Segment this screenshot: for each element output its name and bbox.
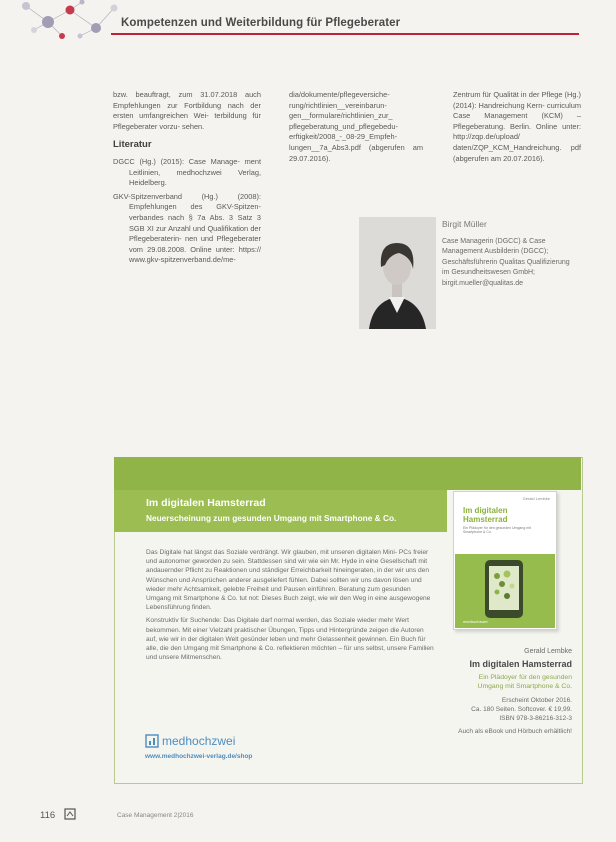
text-line: dia/dokumente/pflegeversiche- <box>289 90 390 99</box>
text-line: Umgang mit Smartphone & Co. <box>477 683 572 690</box>
reference-entry <box>113 192 261 266</box>
text-line: sehen. <box>182 121 205 131</box>
text-line: Qualifikation der Pflegeberaterin- <box>129 223 261 244</box>
text-line: verbandes nach § 7a Abs. 3 <box>129 212 234 222</box>
text-line: www.gkv-spitzenverband.de/me- <box>129 255 236 265</box>
text-line: auch Empfehlungen zur Fortbildung <box>113 90 261 110</box>
advert-body <box>146 548 436 666</box>
availability-note: Auch als eBook und Hörbuch erhältlich! <box>458 728 572 735</box>
text-line: nach der ersten umfangreichen Wei- <box>113 100 261 121</box>
paragraph <box>113 90 261 132</box>
text-line: Dieses Buch zeigt, wie wir den Weg in eine ausgewogene Lebensführung finden. <box>146 595 431 612</box>
text-line: (Hg.) (2014): Handreichung Kern- <box>453 90 581 110</box>
text-line: DGCC (Hg.) (2015): Case Manage- <box>113 156 240 166</box>
text-line: Dabei sollten wir uns davon lösen und wieder mehr Achtsamkeit, gelebte Freiheit und <box>146 576 422 593</box>
text-line: am 29.07.2016). <box>289 142 423 163</box>
publisher-logo-icon <box>145 734 159 748</box>
publisher-name: medhochzwei <box>162 734 236 748</box>
text-column-1 <box>113 90 261 269</box>
portrait-graphic <box>359 217 436 329</box>
literature-heading: Literatur <box>113 139 152 151</box>
book-cover-title <box>463 506 507 524</box>
text-line: Satz 3 SGB XI zur Anzahl und <box>129 212 261 233</box>
text-line: eine Gesellschaft mit andauernder Pflicht zu Reaktionen und ständiger Erreichbarkeit <box>146 558 428 575</box>
book-cover-subtitle: Ein Plädoyer für den gesunden Umgang mit Smartphone & Co. <box>463 526 531 535</box>
book-author: Gerald Lembke <box>524 648 572 655</box>
page-header-title: Kompetenzen und Weiterbildung für Pflegeberater <box>121 17 401 29</box>
text-line: Konstruktiv für Suchende: Das Digitale darf normal werden, das Soziale wieder mehr Wert <box>146 617 410 625</box>
author-bio-line: im Gesundheitswesen GmbH; <box>442 269 535 276</box>
text-line: (KCM) – Pflegeberatung. Berlin. <box>453 111 581 131</box>
author-info <box>442 219 582 289</box>
book-details <box>440 648 572 736</box>
publisher-logo <box>145 734 235 748</box>
text-line: rung/richtlinien__vereinbarun- <box>289 100 387 110</box>
advert-top-band <box>114 457 581 490</box>
author-photo <box>359 217 436 329</box>
text-line: GKV-Spitzenverband (Hg.) (2008): <box>113 191 261 201</box>
text-line: bekommen. Mit einer Vielzahl praktischer Übungen, Tipps und Hintergründe zeigen die <box>146 626 400 634</box>
advert-paragraph <box>146 548 436 612</box>
text-line: nen und Pflegeberater vom <box>129 234 261 254</box>
text-line: gen__formulare/richtlinien_zur_ <box>289 111 393 121</box>
text-column-3 <box>453 90 581 164</box>
text-line: Hamsterrad <box>463 515 508 524</box>
text-line: ISBN 978-3-86216-312-3 <box>499 715 572 722</box>
advert-title: Im digitalen Hamsterrad <box>146 497 266 509</box>
text-line: Autoren auf, wie wir in der digitalen Welt gesünder leben und mehr Gelassenheit <box>146 626 424 643</box>
book-title: Im digitalen Hamsterrad <box>469 659 572 669</box>
molecule-network-graphic <box>18 0 126 40</box>
author-bio-line: Management Ausbilderin (DGCC); <box>442 248 549 255</box>
text-line: Pausen einführen. Beratung zum gesunden Umgang mit Smartphone & Co. tut not: <box>146 585 411 603</box>
text-line: daten/ZQP_KCM_Handreichung. <box>453 142 562 152</box>
author-name: Birgit Müller <box>442 219 487 229</box>
text-line: Ein Plädoyer für den gesunden <box>478 674 572 681</box>
text-line: curriculum Case Management <box>453 100 581 121</box>
book-cover <box>453 491 557 630</box>
text-line: pdf (abgerufen am 20.07.2016). <box>453 142 581 163</box>
author-bio-line: Geschäftsführerin Qualitas Qualifizierung <box>442 258 570 266</box>
smartphone-illustration <box>455 554 555 628</box>
text-line: Im digitalen <box>463 506 508 515</box>
page-number: 116 <box>40 810 56 821</box>
text-line: Empfehlungen des GKV-Spitzen- <box>129 202 261 212</box>
publisher-shop-link[interactable]: www.medhochzwei-verlag.de/shop <box>145 753 253 760</box>
text-line: Online unter: http://zqp.de/upload/ <box>453 121 581 142</box>
text-line: pflegeberatung_und_pflegebedu- <box>289 121 398 131</box>
text-line: Verlag, Heidelberg. <box>129 167 261 188</box>
text-line: terbildung für Pflegeberater vorzu- <box>113 111 262 131</box>
text-line: erftigkeit/2008_-_08-29_Empfeh- <box>289 132 398 142</box>
text-column-2 <box>289 90 423 164</box>
advert-paragraph <box>146 616 436 662</box>
book-cover-author: Gerald Lembke <box>522 496 550 501</box>
reference-entry <box>113 157 261 189</box>
text-line: lungen__7a_Abs3.pdf (abgerufen <box>289 142 405 152</box>
author-bio-line: Case Managerin (DGCC) & Case <box>442 237 546 245</box>
book-meta <box>440 696 572 736</box>
author-email: birgit.mueller@qualitas.de <box>442 279 524 287</box>
page-marker-icon <box>64 808 76 820</box>
text-line: bzw. beauftragt, zum 31.07.2018 <box>113 90 238 99</box>
text-line: 29.08.2008. Online unter: https:// <box>147 244 261 254</box>
book-cover-illustration <box>455 554 555 628</box>
text-line: Erscheint Oktober 2016. <box>501 697 572 704</box>
header-rule <box>111 33 579 35</box>
text-line: gewinnen. Ein Buch für alle, die den Umgang mit Smartphone & Co. reflektieren möchten <box>146 635 426 653</box>
text-line: – für uns selbst, unsere Familien und unsere Mitmenschen. <box>146 645 434 662</box>
text-line: ment Leitlinien, medhochzwei <box>129 156 261 177</box>
book-description <box>440 673 572 691</box>
text-line: Ca. 180 Seiten. Softcover. € 19,99. <box>471 706 572 713</box>
book-cover-publisher: medhochzwei <box>463 619 488 624</box>
text-line: hineingeraten, in der wir uns den Wünschen und Ansprüchen anderer ausgeliefert fühlen. <box>146 567 429 584</box>
advert-subtitle: Neuerscheinung zum gesunden Umgang mit Smartphone & Co. <box>146 513 397 523</box>
text-line: Zentrum für Qualität in der Pflege <box>453 90 563 99</box>
text-line: PCs freier und autonomer geworden zu sein. Stattdessen sind wir wie ein Mr. Hyde in <box>146 549 429 566</box>
journal-name: Case Management 2|2016 <box>117 812 194 819</box>
text-line: Das Digitale hat längst das Soziale verdrängt. Wir glauben, mit unseren digitalen Mini- <box>146 549 398 556</box>
